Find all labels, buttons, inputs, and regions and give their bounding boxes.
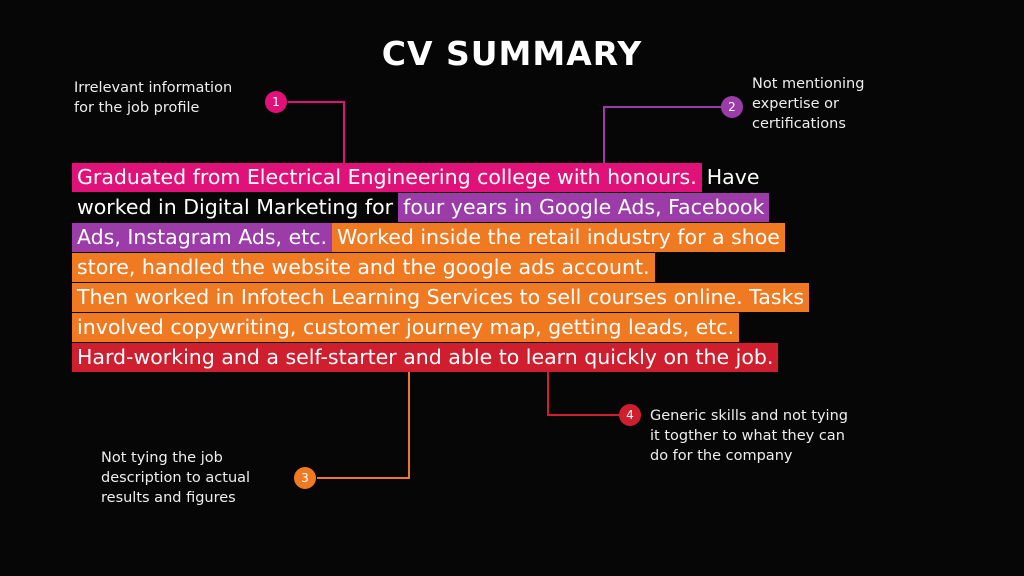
annotation-note-4 <box>650 406 848 466</box>
highlight-segment: involved copywriting, customer journey map, getting leads, etc. <box>72 313 739 342</box>
connector-3 <box>317 370 409 478</box>
note-line: do for the company <box>650 448 793 464</box>
note-line: expertise or <box>752 96 839 112</box>
summary-line <box>72 253 655 282</box>
note-line: description to actual <box>101 470 251 486</box>
summary-line <box>72 193 769 222</box>
note-line: certifications <box>752 116 846 132</box>
note-line: Not tying the job <box>101 450 223 466</box>
note-line: Irrelevant information <box>74 80 233 96</box>
note-line: for the job profile <box>74 100 200 116</box>
annotation-badge-1: 1 <box>265 91 287 113</box>
note-line: Generic skills and not tying <box>650 408 848 424</box>
summary-line <box>72 223 785 252</box>
annotation-note-3 <box>101 448 250 508</box>
annotation-badge-3: 3 <box>294 467 316 489</box>
highlight-segment: Ads, Instagram Ads, etc. <box>72 223 332 252</box>
annotation-badge-4: 4 <box>619 404 641 426</box>
note-line: it togther to what they can <box>650 428 845 444</box>
page-title: CV SUMMARY <box>381 34 643 73</box>
annotation-badge-2: 2 <box>721 96 743 118</box>
note-line: Not mentioning <box>752 76 865 92</box>
highlight-segment: Then worked in Infotech Learning Services to sell courses online. Tasks <box>72 283 809 312</box>
highlight-segment: store, handled the website and the google ads account. <box>72 253 655 282</box>
summary-line <box>72 283 809 312</box>
connector-1 <box>288 102 344 163</box>
highlight-segment: four years in Google Ads, Facebook <box>398 193 769 222</box>
highlight-segment: Hard-working and a self-starter and able to learn quickly on the job. <box>72 343 778 372</box>
connector-4 <box>548 370 620 415</box>
highlight-segment: Graduated from Electrical Engineering college with honours. <box>72 163 702 192</box>
annotation-note-1 <box>74 78 232 118</box>
plain-segment: worked in Digital Marketing for <box>77 195 394 219</box>
summary-line <box>72 163 765 192</box>
summary-line <box>72 343 778 372</box>
highlight-segment: Worked inside the retail industry for a shoe <box>332 223 785 252</box>
summary-line <box>72 313 739 342</box>
connector-2 <box>604 107 722 163</box>
note-line: results and figures <box>101 490 236 506</box>
plain-segment: Have <box>706 165 760 189</box>
annotation-note-2 <box>752 74 864 134</box>
